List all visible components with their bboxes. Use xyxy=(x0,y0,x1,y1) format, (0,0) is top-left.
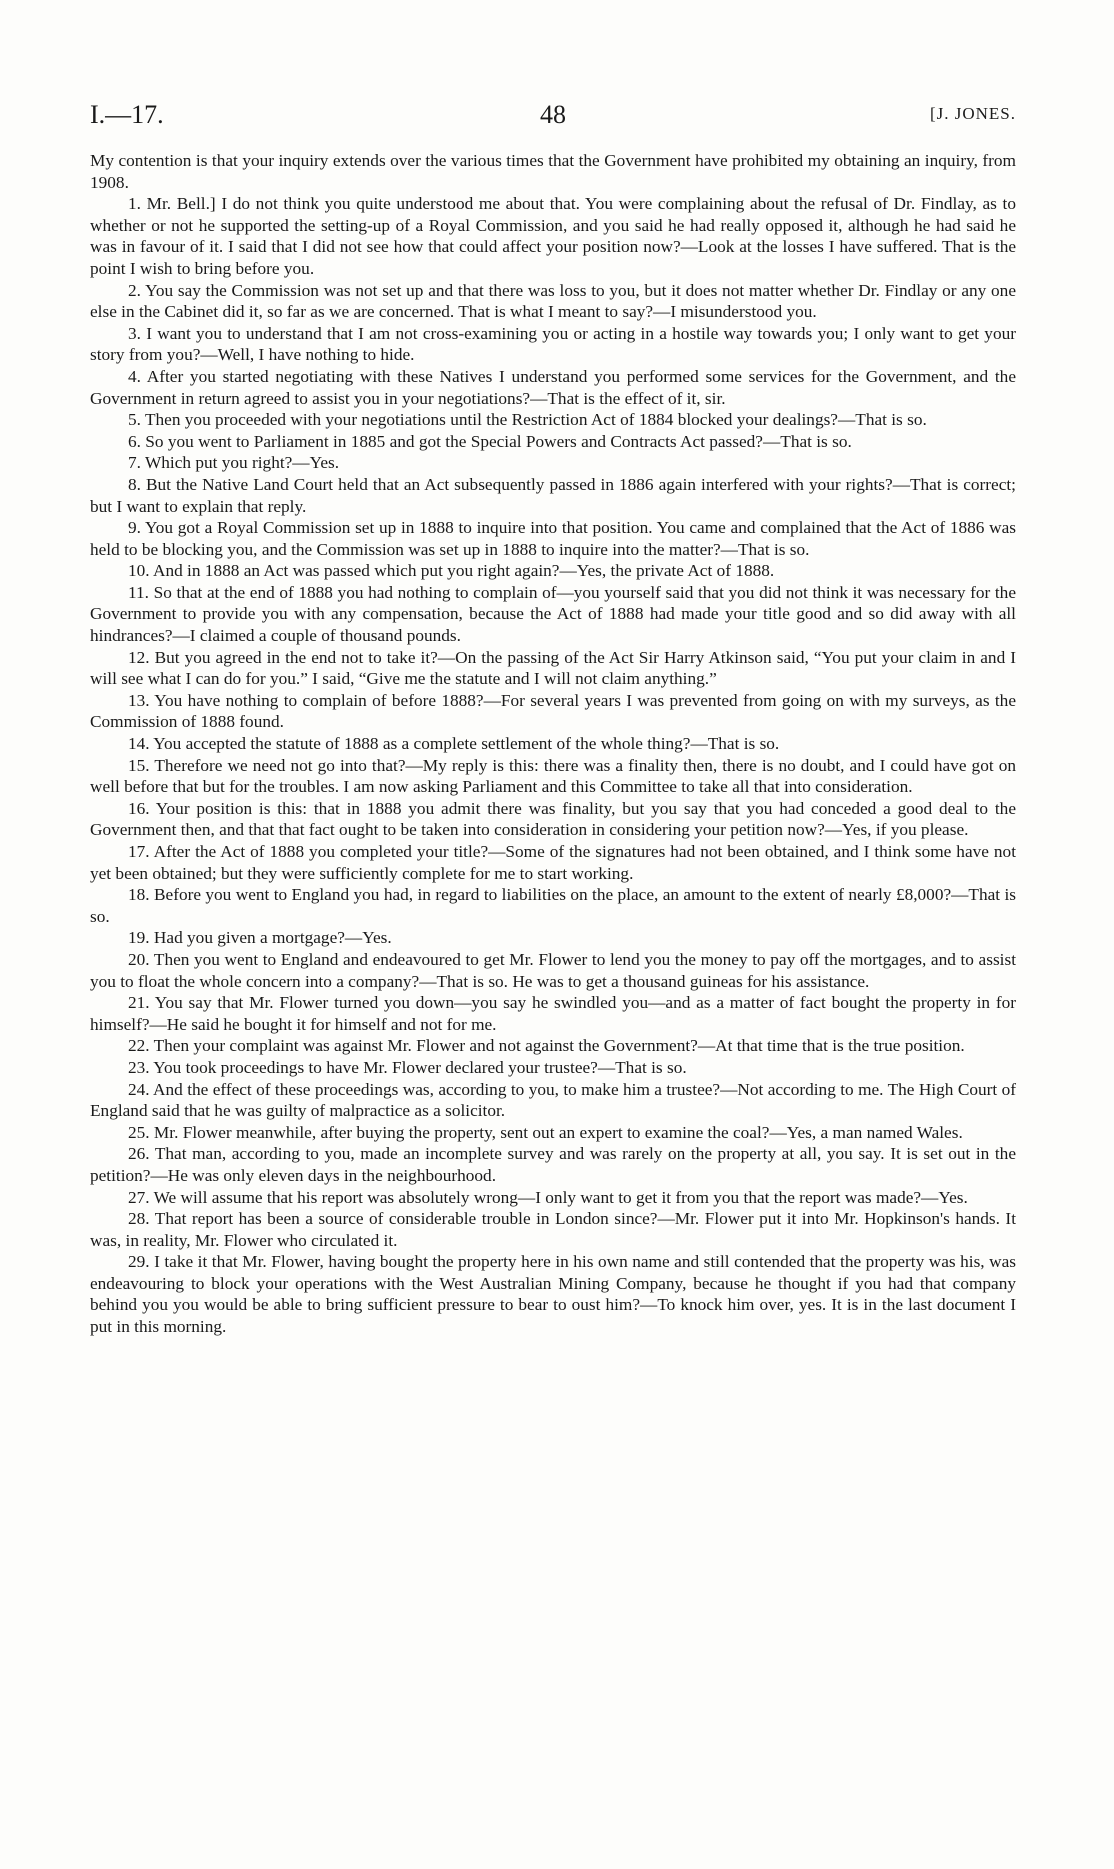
page-number: 48 xyxy=(540,100,566,129)
question-25: 25. Mr. Flower meanwhile, after buying the property, sent out an expert to examine the coal?—Yes, a man named Wales. xyxy=(128,1122,963,1142)
question-12: 12. But you agreed in the end not to take it?—On the passing of the Act Sir Harry Atkinson said, “You put your claim in and I will see what I can do for you.” I said, “Give me the statute and I will not claim anything.” xyxy=(90,647,1016,689)
question-7: 7. Which put you right?—Yes. xyxy=(128,453,340,473)
question-14: 14. You accepted the statute of 1888 as a complete settlement of the whole thing?—That is so. xyxy=(128,734,780,754)
question-27: 27. We will assume that his report was absolutely wrong—I only want to get it from you that the report was made?—Yes. xyxy=(128,1187,968,1207)
opening-paragraph: My contention is that your inquiry extends over the various times that the Government have prohibited my obtaining an inquiry, from 1908. xyxy=(90,151,1016,192)
question-29: 29. I take it that Mr. Flower, having bought the property here in his own name and still contended that the property was his, was endeavouring to block your operations with the West Australian Mining Company, because he thought if you had that company behind you you would be able to bring sufficient pressure to bear to oust him?—To knock him over, yes. It is in the last document I put in this morning. xyxy=(90,1252,1016,1337)
question-22: 22. Then your complaint was against Mr. Flower and not against the Government?—At that time that is the true position. xyxy=(128,1036,965,1056)
question-11: 11. So that at the end of 1888 you had nothing to complain of—you yourself said that you did not think it was necessary for the Government to provide you with any compensation, because the Act of 1888 had made your title good and so did away with all hindrances?—I claimed a couple of thousand pounds. xyxy=(90,582,1016,646)
question-1: 1. Mr. Bell.] I do not think you quite understood me about that. You were complaining about the refusal of Dr. Findlay, as to whether or not he supported the setting-up of a Royal Commission, and you said he had really opposed it, although he had said he was in favour of it. I said that I did not see how that could affect your position now?—Look at the losses I have suffered. That is the point I wish to bring before you. xyxy=(90,194,1016,278)
document-reference: I.—17. xyxy=(90,100,164,129)
question-20: 20. Then you went to England and endeavoured to get Mr. Flower to lend you the money to pay off the mortgages, and to assist you to float the whole concern into a company?—That is so. He was to get a thousand guineas for his assistance. xyxy=(90,949,1016,991)
question-23: 23. You took proceedings to have Mr. Flower declared your trustee?—That is so. xyxy=(128,1057,687,1077)
question-4: 4. After you started negotiating with these Natives I understand you performed some services for the Government, and the Government in return agreed to assist you in your negotiations?—That is the effect of it, sir. xyxy=(90,366,1016,408)
witness-name: [J. JONES. xyxy=(929,104,1016,123)
question-6: 6. So you went to Parliament in 1885 and got the Special Powers and Contracts Act passed?—That is so. xyxy=(128,431,852,451)
question-18: 18. Before you went to England you had, in regard to liabilities on the place, an amount to the extent of nearly £8,000?—That is so. xyxy=(90,885,1016,926)
question-15: 15. Therefore we need not go into that?—My reply is this: there was a finality then, there is no doubt, and I could have got on well before that but for the troubles. I am now asking Parliament and this Committee to take all that into consideration. xyxy=(90,755,1016,797)
question-2: 2. You say the Commission was not set up and that there was loss to you, but it does not matter whether Dr. Findlay or any one else in the Cabinet did it, so far as we are concerned. That is what I meant to say?—I misunderstood you. xyxy=(90,280,1016,322)
page-header xyxy=(90,100,1016,132)
question-10: 10. And in 1888 an Act was passed which put you right again?—Yes, the private Act of 1888. xyxy=(128,561,775,581)
question-13: 13. You have nothing to complain of before 1888?—For several years I was prevented from going on with my surveys, as the Commission of 1888 found. xyxy=(90,690,1016,732)
question-26: 26. That man, according to you, made an incomplete survey and was rarely on the property at all, you say. It is set out in the petition?—He was only eleven days in the neighbourhood. xyxy=(90,1144,1016,1185)
question-3: 3. I want you to understand that I am not cross-examining you or acting in a hostile way towards you; I only want to get your story from you?—Well, I have nothing to hide. xyxy=(90,323,1016,365)
question-28: 28. That report has been a source of considerable trouble in London since?—Mr. Flower put it into Mr. Hopkinson's hands. It was, in reality, Mr. Flower who circulated it. xyxy=(90,1209,1016,1250)
question-9: 9. You got a Royal Commission set up in 1888 to inquire into that position. You came and complained that the Act of 1886 was held to be blocking you, and the Commission was set up in 1888 to inquire into the matter?—That is so. xyxy=(90,518,1016,559)
question-17: 17. After the Act of 1888 you completed your title?—Some of the signatures had not been obtained, and I think some have not yet been obtained; but they were sufficiently complete for me to start working. xyxy=(90,842,1016,883)
page-body xyxy=(90,150,1016,1338)
question-24: 24. And the effect of these proceedings was, according to you, to make him a trustee?—Not according to me. The High Court of England said that he was guilty of malpractice as a solicitor. xyxy=(90,1079,1016,1121)
question-16: 16. Your position is this: that in 1888 you admit there was finality, but you say that you had conceded a good deal to the Government then, and that that fact ought to be taken into consideration in considering your petition now?—Yes, if you please. xyxy=(90,798,1016,840)
question-19: 19. Had you given a mortgage?—Yes. xyxy=(128,928,392,948)
question-21: 21. You say that Mr. Flower turned you down—you say he swindled you—and as a matter of fact bought the property in for himself?—He said he bought it for himself and not for me. xyxy=(90,993,1016,1034)
question-8: 8. But the Native Land Court held that an Act subsequently passed in 1886 again interfered with your rights?—That is correct; but I want to explain that reply. xyxy=(90,474,1016,516)
question-5: 5. Then you proceeded with your negotiations until the Restriction Act of 1884 blocked your dealings?—That is so. xyxy=(128,410,927,430)
